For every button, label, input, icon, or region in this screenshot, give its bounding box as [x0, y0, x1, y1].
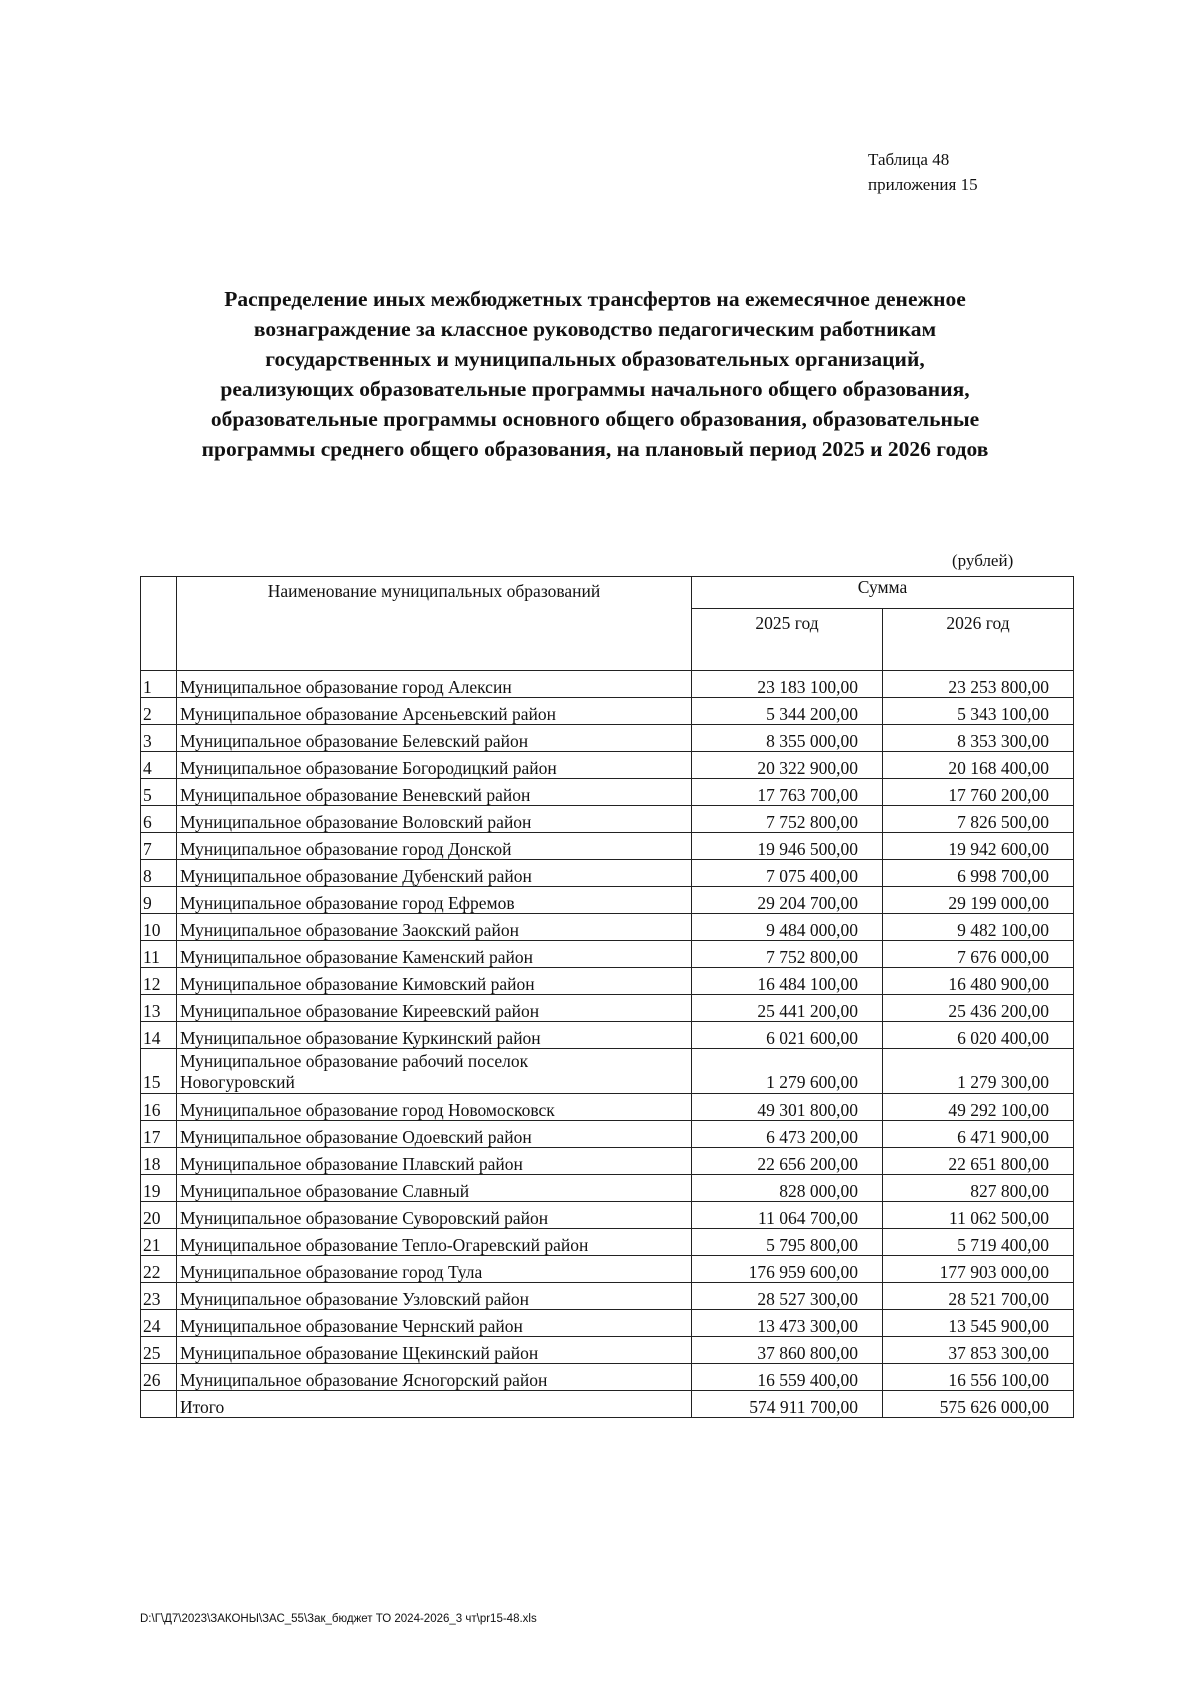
municipality-name: Муниципальное образование город Тула — [177, 1256, 692, 1283]
municipality-name: Муниципальное образование Узловский район — [177, 1283, 692, 1310]
amount-2026: 16 480 900,00 — [883, 968, 1074, 995]
table-row — [141, 833, 1074, 860]
amount-2025: 8 355 000,00 — [692, 725, 883, 752]
row-number: 10 — [141, 914, 177, 941]
row-number: 25 — [141, 1337, 177, 1364]
amount-2026: 49 292 100,00 — [883, 1094, 1074, 1121]
municipality-name: Муниципальное образование Одоевский район — [177, 1121, 692, 1148]
amount-2026: 177 903 000,00 — [883, 1256, 1074, 1283]
table-row — [141, 1283, 1074, 1310]
row-number: 18 — [141, 1148, 177, 1175]
table-row — [141, 1049, 1074, 1094]
row-number: 15 — [141, 1049, 177, 1094]
amount-2025: 23 183 100,00 — [692, 671, 883, 698]
municipality-name: Муниципальное образование город Ефремов — [177, 887, 692, 914]
table-row — [141, 1337, 1074, 1364]
table-row — [141, 1202, 1074, 1229]
municipality-name: Муниципальное образование Кимовский район — [177, 968, 692, 995]
title-line: программы среднего общего образования, на плановый период 2025 и 2026 годов — [201, 437, 989, 461]
table-row — [141, 860, 1074, 887]
table-row — [141, 1364, 1074, 1391]
table-row — [141, 1175, 1074, 1202]
title-line: государственных и муниципальных образовательных организаций, — [265, 347, 925, 371]
table-row — [141, 1121, 1074, 1148]
row-number: 13 — [141, 995, 177, 1022]
table-row — [141, 941, 1074, 968]
municipality-name: Муниципальное образование Каменский район — [177, 941, 692, 968]
table-row — [141, 725, 1074, 752]
amount-2026: 5 343 100,00 — [883, 698, 1074, 725]
row-number: 7 — [141, 833, 177, 860]
table-row — [141, 671, 1074, 698]
amount-2026: 16 556 100,00 — [883, 1364, 1074, 1391]
row-number: 8 — [141, 860, 177, 887]
file-path-footer: D:\Г\Д7\2023\ЗАКОНЫ\ЗАС_55\Зак_бюджет ТО 2024-2026_3 чт\pr15-48.xls — [140, 1613, 537, 1625]
row-number: 17 — [141, 1121, 177, 1148]
municipality-name: Муниципальное образование город Донской — [177, 833, 692, 860]
total-row — [141, 1391, 1074, 1418]
header-sum-cell: Сумма — [692, 577, 1074, 609]
amount-2025: 16 484 100,00 — [692, 968, 883, 995]
municipality-name: Муниципальное образование Суворовский район — [177, 1202, 692, 1229]
table-row — [141, 968, 1074, 995]
amount-2026: 7 826 500,00 — [883, 806, 1074, 833]
amount-2025: 1 279 600,00 — [692, 1049, 883, 1094]
municipality-name: Муниципальное образование Белевский район — [177, 725, 692, 752]
table-row — [141, 752, 1074, 779]
amount-2026: 19 942 600,00 — [883, 833, 1074, 860]
amount-2026: 5 719 400,00 — [883, 1229, 1074, 1256]
table-row — [141, 1094, 1074, 1121]
amount-2026: 6 471 900,00 — [883, 1121, 1074, 1148]
table-row — [141, 1022, 1074, 1049]
amount-2025: 28 527 300,00 — [692, 1283, 883, 1310]
caption-table-number: Таблица 48 — [868, 150, 950, 169]
table-row — [141, 887, 1074, 914]
amount-2026: 22 651 800,00 — [883, 1148, 1074, 1175]
amount-2026: 9 482 100,00 — [883, 914, 1074, 941]
amount-2026: 8 353 300,00 — [883, 725, 1074, 752]
municipality-name: Муниципальное образование Ясногорский район — [177, 1364, 692, 1391]
row-number: 3 — [141, 725, 177, 752]
amount-2026: 827 800,00 — [883, 1175, 1074, 1202]
amount-2025: 7 752 800,00 — [692, 806, 883, 833]
amount-2026: 17 760 200,00 — [883, 779, 1074, 806]
municipality-name: Муниципальное образование Славный — [177, 1175, 692, 1202]
amount-2025: 16 559 400,00 — [692, 1364, 883, 1391]
header-year-2025: 2025 год — [692, 609, 883, 671]
amount-2025: 9 484 000,00 — [692, 914, 883, 941]
municipality-name: Муниципальное образование Веневский район — [177, 779, 692, 806]
row-number: 26 — [141, 1364, 177, 1391]
table-caption — [868, 147, 978, 197]
municipality-name: Муниципальное образование Воловский район — [177, 806, 692, 833]
amount-2025: 11 064 700,00 — [692, 1202, 883, 1229]
amount-2026: 13 545 900,00 — [883, 1310, 1074, 1337]
amount-2025: 20 322 900,00 — [692, 752, 883, 779]
title-line: Распределение иных межбюджетных трансфертов на ежемесячное денежное — [224, 287, 966, 311]
title-line: реализующих образовательные программы начального общего образования, — [220, 377, 970, 401]
amount-2025: 5 344 200,00 — [692, 698, 883, 725]
table-row — [141, 698, 1074, 725]
municipality-name: Муниципальное образование Богородицкий район — [177, 752, 692, 779]
row-number: 14 — [141, 1022, 177, 1049]
row-number: 4 — [141, 752, 177, 779]
row-number: 6 — [141, 806, 177, 833]
municipality-name-line: Муниципальное образование рабочий поселок — [180, 1051, 529, 1071]
row-number: 19 — [141, 1175, 177, 1202]
amount-2025: 19 946 500,00 — [692, 833, 883, 860]
row-number: 16 — [141, 1094, 177, 1121]
amount-2025: 828 000,00 — [692, 1175, 883, 1202]
municipality-name: Муниципальное образование Тепло-Огаревский район — [177, 1229, 692, 1256]
table-row — [141, 806, 1074, 833]
total-label: Итого — [177, 1391, 692, 1418]
amount-2026: 7 676 000,00 — [883, 941, 1074, 968]
amount-2025: 13 473 300,00 — [692, 1310, 883, 1337]
amount-2025: 6 473 200,00 — [692, 1121, 883, 1148]
amount-2026: 37 853 300,00 — [883, 1337, 1074, 1364]
amount-2026: 1 279 300,00 — [883, 1049, 1074, 1094]
amount-2025: 7 075 400,00 — [692, 860, 883, 887]
municipality-name: Муниципальное образование Чернский район — [177, 1310, 692, 1337]
total-2025: 574 911 700,00 — [692, 1391, 883, 1418]
amount-2025: 29 204 700,00 — [692, 887, 883, 914]
header-num-cell — [141, 577, 177, 671]
caption-appendix: приложения 15 — [868, 175, 978, 194]
row-number: 23 — [141, 1283, 177, 1310]
municipality-name: Муниципальное образование Куркинский район — [177, 1022, 692, 1049]
amount-2026: 28 521 700,00 — [883, 1283, 1074, 1310]
amount-2026: 11 062 500,00 — [883, 1202, 1074, 1229]
table-header-row — [141, 577, 1074, 609]
distribution-table — [140, 576, 1074, 1418]
municipality-name: Муниципальное образование Плавский район — [177, 1148, 692, 1175]
table-row — [141, 1256, 1074, 1283]
units-label: (рублей) — [952, 551, 1014, 570]
table-row — [141, 1310, 1074, 1337]
municipality-name: Муниципальное образование Арсеньевский район — [177, 698, 692, 725]
municipality-name — [177, 1049, 692, 1094]
row-number: 20 — [141, 1202, 177, 1229]
row-number: 21 — [141, 1229, 177, 1256]
row-number: 1 — [141, 671, 177, 698]
header-year-2026: 2026 год — [883, 609, 1074, 671]
row-number: 9 — [141, 887, 177, 914]
row-number: 24 — [141, 1310, 177, 1337]
municipality-name: Муниципальное образование Щекинский район — [177, 1337, 692, 1364]
amount-2025: 6 021 600,00 — [692, 1022, 883, 1049]
total-2026: 575 626 000,00 — [883, 1391, 1074, 1418]
row-number: 12 — [141, 968, 177, 995]
table-row — [141, 995, 1074, 1022]
header-name-cell: Наименование муниципальных образований — [177, 577, 692, 671]
municipality-name: Муниципальное образование Заокский район — [177, 914, 692, 941]
total-num-cell — [141, 1391, 177, 1418]
amount-2026: 6 020 400,00 — [883, 1022, 1074, 1049]
document-title — [120, 284, 1070, 464]
municipality-name: Муниципальное образование город Алексин — [177, 671, 692, 698]
amount-2026: 6 998 700,00 — [883, 860, 1074, 887]
row-number: 2 — [141, 698, 177, 725]
amount-2026: 29 199 000,00 — [883, 887, 1074, 914]
amount-2026: 23 253 800,00 — [883, 671, 1074, 698]
table-row — [141, 1229, 1074, 1256]
table-row — [141, 1148, 1074, 1175]
municipality-name: Муниципальное образование Киреевский район — [177, 995, 692, 1022]
amount-2025: 17 763 700,00 — [692, 779, 883, 806]
row-number: 22 — [141, 1256, 177, 1283]
amount-2025: 7 752 800,00 — [692, 941, 883, 968]
row-number: 5 — [141, 779, 177, 806]
amount-2026: 20 168 400,00 — [883, 752, 1074, 779]
municipality-name: Муниципальное образование город Новомосковск — [177, 1094, 692, 1121]
row-number: 11 — [141, 941, 177, 968]
amount-2026: 25 436 200,00 — [883, 995, 1074, 1022]
amount-2025: 22 656 200,00 — [692, 1148, 883, 1175]
municipality-name-line: Новогуровский — [180, 1072, 295, 1092]
table-row — [141, 914, 1074, 941]
municipality-name: Муниципальное образование Дубенский район — [177, 860, 692, 887]
amount-2025: 49 301 800,00 — [692, 1094, 883, 1121]
amount-2025: 176 959 600,00 — [692, 1256, 883, 1283]
amount-2025: 37 860 800,00 — [692, 1337, 883, 1364]
table-row — [141, 779, 1074, 806]
title-line: образовательные программы основного общего образования, образовательные — [210, 407, 980, 431]
amount-2025: 5 795 800,00 — [692, 1229, 883, 1256]
title-line: вознаграждение за классное руководство педагогическим работникам — [253, 317, 937, 341]
amount-2025: 25 441 200,00 — [692, 995, 883, 1022]
